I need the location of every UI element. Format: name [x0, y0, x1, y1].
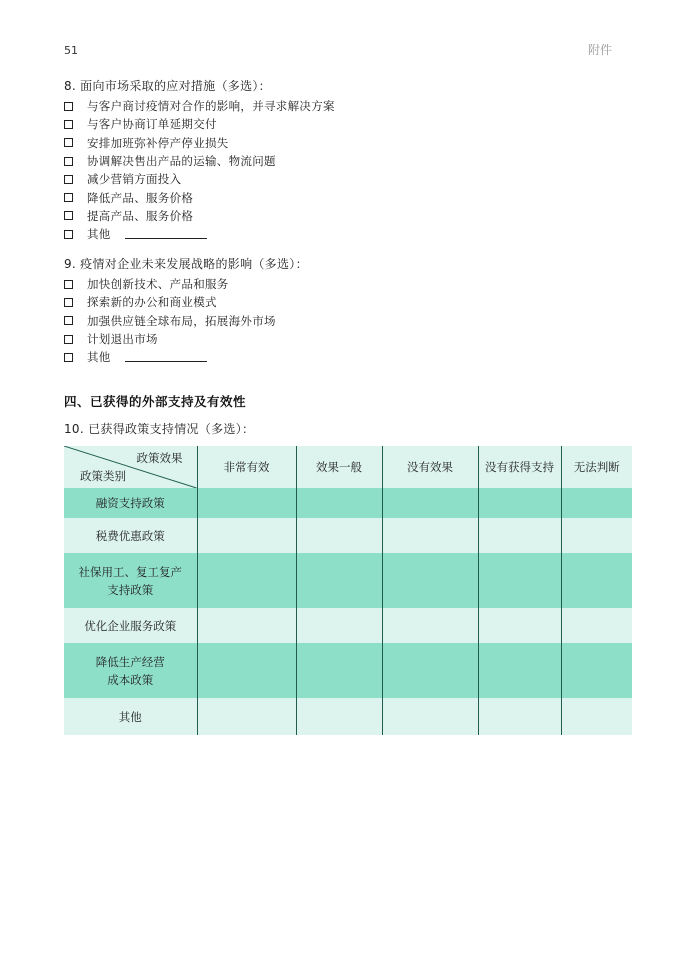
option-item[interactable] [64, 293, 276, 311]
option-label: 其他 [87, 227, 111, 242]
answer-cell[interactable] [197, 518, 296, 553]
answer-cell[interactable] [478, 518, 561, 553]
table-row [64, 488, 632, 518]
answer-cell[interactable] [478, 643, 561, 698]
answer-cell[interactable] [561, 608, 632, 643]
row-label [64, 643, 197, 698]
answer-cell[interactable] [478, 608, 561, 643]
answer-cell[interactable] [382, 553, 478, 608]
option-item[interactable] [64, 330, 276, 348]
diagonal-header-cell [64, 446, 197, 488]
column-header: 没有获得支持 [478, 446, 561, 488]
answer-cell[interactable] [478, 488, 561, 518]
row-label-line: 融资支持政策 [95, 496, 165, 510]
column-header: 没有效果 [382, 446, 478, 488]
row-label-line: 社保用工、复工复产 [78, 564, 182, 579]
option-item-other[interactable] [64, 225, 335, 243]
table-row [64, 518, 632, 553]
column-header: 非常有效 [197, 446, 296, 488]
option-label: 其他 [87, 350, 111, 365]
answer-cell[interactable] [561, 698, 632, 735]
checkbox[interactable] [64, 316, 73, 325]
checkbox[interactable] [64, 157, 73, 166]
diag-label-category: 政策类别 [80, 469, 126, 483]
row-label [64, 698, 197, 735]
option-item[interactable] [64, 207, 335, 225]
option-label: 加强供应链全球布局，拓展海外市场 [87, 313, 276, 328]
answer-cell[interactable] [296, 488, 382, 518]
question-9-title: 9. 疫情对企业未来发展战略的影响（多选）： [64, 257, 308, 271]
checkbox[interactable] [64, 120, 73, 129]
row-label-line: 其他 [118, 709, 142, 724]
option-label: 计划退出市场 [87, 332, 158, 347]
option-label: 安排加班弥补停产停业损失 [87, 135, 229, 150]
policy-support-table [64, 446, 632, 735]
answer-cell[interactable] [382, 518, 478, 553]
answer-cell[interactable] [197, 643, 296, 698]
answer-cell[interactable] [382, 488, 478, 518]
row-label [64, 553, 197, 608]
checkbox[interactable] [64, 298, 73, 307]
answer-cell[interactable] [382, 643, 478, 698]
row-label-line: 成本政策 [107, 672, 154, 687]
column-header: 无法判断 [561, 446, 632, 488]
question-9-options [64, 275, 276, 366]
question-8-title: 8. 面向市场采取的应对措施（多选）： [64, 79, 271, 93]
answer-cell[interactable] [197, 553, 296, 608]
row-label [64, 608, 197, 643]
option-item[interactable] [64, 97, 335, 115]
row-label-line: 税费优惠政策 [95, 528, 165, 543]
diag-label-effect: 政策效果 [136, 451, 183, 465]
option-item[interactable] [64, 134, 335, 152]
checkbox[interactable] [64, 193, 73, 202]
question-10-title: 10. 已获得政策支持情况（多选）： [64, 422, 255, 436]
row-label-line: 支持政策 [107, 582, 154, 597]
checkbox[interactable] [64, 353, 73, 362]
row-label [64, 518, 197, 553]
row-label [64, 488, 197, 518]
checkbox[interactable] [64, 230, 73, 239]
option-item[interactable] [64, 312, 276, 330]
question-8-options [64, 97, 335, 243]
answer-cell[interactable] [382, 608, 478, 643]
answer-cell[interactable] [197, 698, 296, 735]
option-label: 协调解决售出产品的运输、物流问题 [87, 154, 276, 169]
answer-cell[interactable] [478, 698, 561, 735]
checkbox[interactable] [64, 211, 73, 220]
answer-cell[interactable] [197, 488, 296, 518]
answer-cell[interactable] [561, 488, 632, 518]
table-row [64, 698, 632, 735]
table-row [64, 643, 632, 698]
option-item[interactable] [64, 152, 335, 170]
section-title: 四、已获得的外部支持及有效性 [64, 394, 247, 409]
table-row [64, 608, 632, 643]
other-fill-line[interactable] [125, 238, 207, 239]
page-number: 51 [64, 44, 78, 57]
option-label: 减少营销方面投入 [87, 172, 182, 187]
option-label: 加快创新技术、产品和服务 [87, 277, 229, 292]
other-fill-line[interactable] [125, 361, 207, 362]
option-label: 与客户协商订单延期交付 [87, 117, 217, 132]
table-row [64, 553, 632, 608]
checkbox[interactable] [64, 175, 73, 184]
column-header: 效果一般 [296, 446, 382, 488]
option-label: 提高产品、服务价格 [87, 208, 194, 223]
option-label: 探索新的办公和商业模式 [87, 295, 217, 310]
option-item[interactable] [64, 115, 335, 133]
option-item[interactable] [64, 188, 335, 206]
table-header-row [64, 446, 632, 488]
answer-cell[interactable] [296, 518, 382, 553]
checkbox[interactable] [64, 102, 73, 111]
row-label-line: 优化企业服务政策 [84, 618, 177, 633]
row-label-line: 降低生产经营 [95, 654, 165, 669]
answer-cell[interactable] [197, 608, 296, 643]
option-item[interactable] [64, 275, 276, 293]
option-label: 与客户商讨疫情对合作的影响，并寻求解决方案 [87, 99, 335, 114]
answer-cell[interactable] [561, 553, 632, 608]
answer-cell[interactable] [561, 518, 632, 553]
appendix-label: 附件 [588, 43, 613, 57]
checkbox[interactable] [64, 335, 73, 344]
answer-cell[interactable] [382, 698, 478, 735]
option-item[interactable] [64, 170, 335, 188]
checkbox[interactable] [64, 280, 73, 289]
answer-cell[interactable] [296, 643, 382, 698]
answer-cell[interactable] [296, 608, 382, 643]
answer-cell[interactable] [478, 553, 561, 608]
answer-cell[interactable] [561, 643, 632, 698]
option-item-other[interactable] [64, 348, 276, 366]
checkbox[interactable] [64, 138, 73, 147]
answer-cell[interactable] [296, 553, 382, 608]
answer-cell[interactable] [296, 698, 382, 735]
option-label: 降低产品、服务价格 [87, 190, 194, 205]
